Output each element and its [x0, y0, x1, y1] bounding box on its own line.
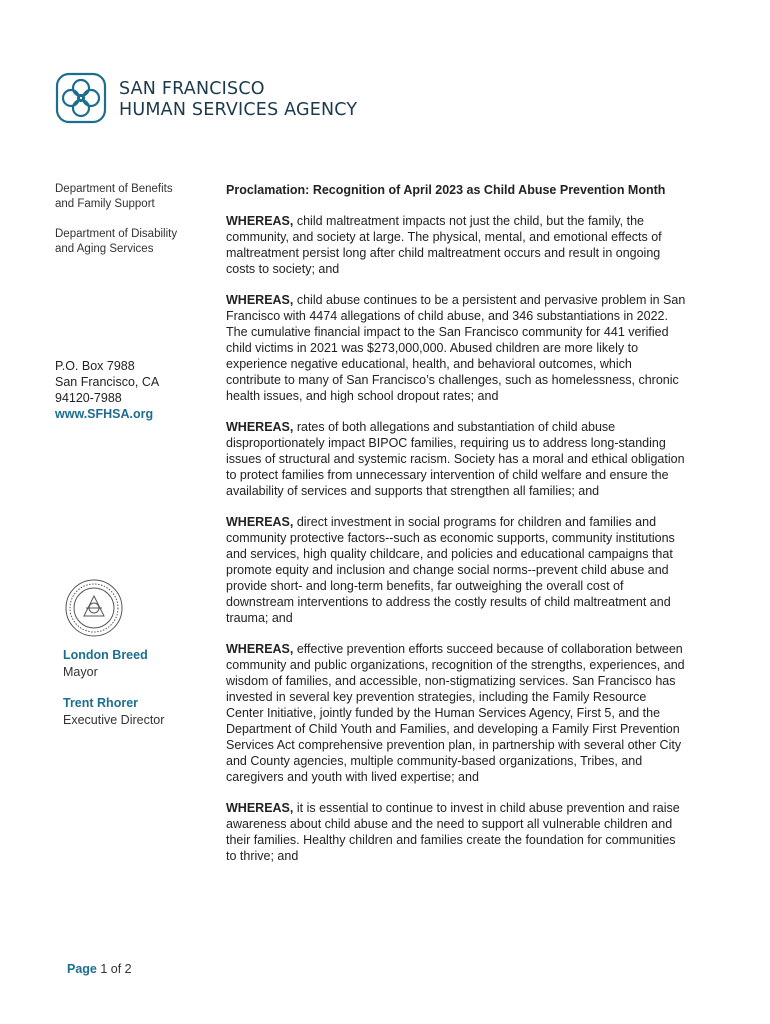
- whereas-paragraph: [226, 641, 686, 785]
- whereas-label: WHEREAS,: [226, 642, 294, 656]
- mayor-title: Mayor: [63, 664, 98, 679]
- whereas-label: WHEREAS,: [226, 515, 294, 529]
- whereas-label: WHEREAS,: [226, 214, 294, 228]
- department-benefits: Department of Benefits and Family Support: [55, 183, 173, 210]
- director-name: Trent Rhorer: [63, 696, 139, 710]
- whereas-paragraph: [226, 213, 686, 277]
- officials: [63, 647, 164, 743]
- sidebar-departments: [55, 182, 205, 272]
- whereas-paragraph: [226, 419, 686, 499]
- mailing-address: [55, 358, 159, 422]
- paragraph-text: child maltreatment impacts not just the child, but the family, the community, and society at large. The physical, mental, and emotional effects of maltreatment persist long after child maltreatment occurs and result in ongoing costs to society; and: [226, 214, 662, 276]
- department-disability: Department of Disability and Aging Services: [55, 228, 178, 255]
- paragraph-text: child abuse continues to be a persistent and pervasive problem in San Francisco with 4474 allegations of child abuse, and 346 substantiations in 2022. The cumulative financial impact to the San Francisco community for 441 verified child victims in 2021 was $273,000,000. Abused children are more likely to experience negative educational, health, and behavioral outcomes, which contribute to many of San Francisco’s challenges, such as homelessness, chronic health issues, and high school dropout rates; and: [226, 293, 686, 403]
- whereas-paragraph: [226, 292, 686, 404]
- proclamation-title: Proclamation: Recognition of April 2023 as Child Abuse Prevention Month: [226, 183, 666, 197]
- whereas-label: WHEREAS,: [226, 420, 294, 434]
- page-of: 1 of 2: [96, 962, 132, 976]
- whereas-label: WHEREAS,: [226, 293, 294, 307]
- po-box: P.O. Box 7988: [55, 359, 135, 373]
- whereas-paragraph: [226, 514, 686, 626]
- city-state: San Francisco, CA: [55, 375, 160, 389]
- paragraph-text: effective prevention efforts succeed because of collaboration between community and public organizations, recognition of the strengths, experiences, and wisdom of families, and accessible, non-stigmatizing services. San Francisco has invested in several key prevention strategies, including the Family Resource Center Initiative, jointly funded by the Human Services Agency, First 5, and the Department of Child Youth and Families, and developing a Family First Prevention Services Act comprehensive prevention plan, in partnership with several other City and County agencies, multiple community-based organizations, Tribes, and caregivers and youth with lived expertise; and: [226, 642, 685, 784]
- agency-logo: [55, 72, 375, 128]
- zip-code: 94120-7988: [55, 391, 122, 405]
- agency-name-line1: SAN FRANCISCO: [119, 79, 265, 99]
- mayor-name: London Breed: [63, 648, 148, 662]
- page-label: Page: [67, 962, 97, 976]
- website-link[interactable]: www.SFHSA.org: [55, 407, 154, 421]
- page-number: [67, 962, 132, 976]
- proclamation-body: [226, 182, 686, 879]
- whereas-paragraph: [226, 800, 686, 864]
- director-title: Executive Director: [63, 712, 165, 727]
- city-county-seal-icon: [64, 578, 124, 638]
- whereas-label: WHEREAS,: [226, 801, 294, 815]
- paragraph-text: it is essential to continue to invest in child abuse prevention and raise awareness about child abuse and the need to support all vulnerable children and their families. Healthy children and families create the foundation for communities to thrive; and: [226, 801, 680, 863]
- paragraph-text: direct investment in social programs for children and families and community protective factors--such as economic supports, community institutions and services, high quality childcare, and policies and educational campaigns that promote equity and inclusion and change social norms--prevent child abuse and provide short- and long-term benefits, far outweighing the overall cost of downstream interventions to address the costly results of child maltreatment and trauma; and: [226, 515, 675, 625]
- agency-name: [119, 79, 357, 121]
- agency-name-line2: HUMAN SERVICES AGENCY: [119, 100, 358, 120]
- paragraph-text: rates of both allegations and substantiation of child abuse disproportionately impact BIPOC families, requiring us to address long-standing issues of structural and systemic racism. Society has a moral and ethical obligation to protect families from unnecessary intervention of child welfare and ensure the availability of services and supports that strengthen all families; and: [226, 420, 685, 498]
- sfhsa-flower-logo-icon: [55, 72, 107, 124]
